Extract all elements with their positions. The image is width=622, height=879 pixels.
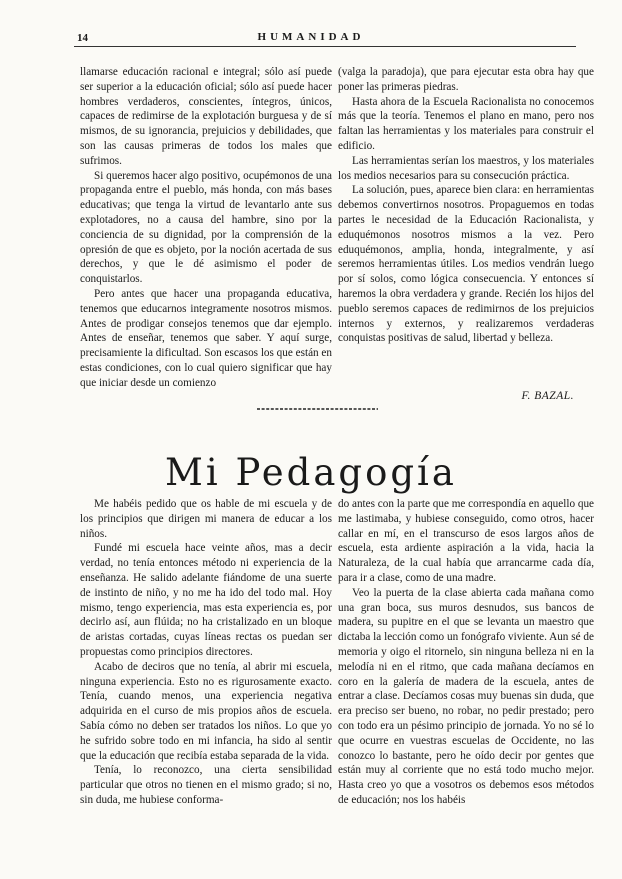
author-signature: F. BAZAL. <box>521 390 574 402</box>
paragraph: Fundé mi escuela hace veinte años, mas a decir verdad, no tenía entonces método ni experiencia de la enseñanza. He salido adelante fiándome de una suerte de instinto de niño, y no me ha ido del todo mal. Hoy mismo, tengo experiencia, mas esta experiencia es, por decirlo así, aun flúida; no ha cristalizado en un bloque de aristas cortadas, cuyas líneas rectas os puedan ser propuestas como principios directores. <box>80 542 332 658</box>
paragraph: Si queremos hacer algo positivo, ocupémonos de una propaganda entre el pueblo, más honda, con más bases educativas; que tenga la virtud de levantarlo ante sus explotadores, no a causa del hambre, sino por la conciencia de su dignidad, por la comprensión de la opresión de que es objeto, por la noción acertada de sus derechos, y que le dé asimismo el poder de conquistarlos. <box>80 169 332 286</box>
paragraph: do antes con la parte que me correspondía en aquello que me lastimaba, y hubiese conseguido, como otros, hacer callar en mí, en el transcurso de esos largos años de escuela, esta ardiente aspiración a la vida, hacia la Naturaleza, de la cual había que arrancarme cada día, para ir a clase, como de una madre. <box>338 498 594 584</box>
running-title: HUMANIDAD <box>257 31 365 43</box>
paragraph: La solución, pues, aparece bien clara: en herramientas debemos convertirnos nosotros. Propaguemos en todas partes le necesidad de la Educación Racionalista, y eduquémonos nosotros mismos a la vez. Pero eduquémonos, amplia, honda, integralmente, y así seremos herramientas útiles. Los medios vendrán luego por sí solos, como lógica consecuencia. Y entonces sí haremos la obra verdadera y grande. Recién los hijos del pueblo seremos capaces de redimirnos de los prejuicios internos y externos, y realizaremos verdaderas conquistas positivas de salud, libertad y belleza. <box>338 184 594 345</box>
paragraph: Hasta ahora de la Escuela Racionalista no conocemos más que la teoría. Tenemos el plano en mano, pero nos faltan las herramientas y los materiales para construir el edificio. <box>338 95 594 152</box>
article-left-column <box>80 497 332 808</box>
header-rule <box>74 46 576 47</box>
ornament-divider <box>255 406 380 412</box>
paragraph: Me habéis pedido que os hable de mi escuela y de los principios que dirigen mi manera de educar a los niños. <box>80 498 332 540</box>
previous-article-left-column <box>80 65 332 391</box>
article-right-column <box>338 497 594 808</box>
article-title: Mi Pedagogía <box>165 450 457 494</box>
paragraph: (valga la paradoja), que para ejecutar esta obra hay que poner las primeras piedras. <box>338 66 594 93</box>
paragraph: Tenía, lo reconozco, una cierta sensibilidad particular que otros no tienen en el mismo grado; si no, sin duda, me hubiese conforma- <box>80 764 332 806</box>
paragraph: Pero antes que hacer una propaganda educativa, tenemos que educarnos integramente nosotros mismos. Antes de prodigar consejos tenemos que dar ejemplo. Antes de enseñar, tenemos que saber. Y aquí surge, precisamiente la dificultad. Son escasos los que están en estas condiciones, con lo cual quiero significar que hay que iniciar desde un comienzo <box>80 287 332 389</box>
page-number: 14 <box>77 32 88 44</box>
paragraph: llamarse educación racional e integral; sólo así puede ser superior a la educación oficial; sólo así puede hacer hombres verdaderos, conscientes, íntegros, únicos, capaces de redimirse de la explotación burguesa y de sí mismos, de su ignorancia, prejuicios y debilidades, que son las causas primeras de todos los males que sufrimos. <box>80 66 332 167</box>
paragraph: Las herramientas serían los maestros, y los materiales los medios necesarios para su consecución práctica. <box>338 154 594 182</box>
paragraph: Veo la puerta de la clase abierta cada mañana como una gran boca, sus muros desnudos, sus bancos de madera, su pupitre en el que se levanta un maestro que dictaba la lección como un fonógrafo viviente. Aun sé de memoria y oigo el ritornelo, sin ninguna belleza ni en la melodía ni en el ritmo, que cada mañana decíamos en coro en la galería de madera de la escuela, antes de entrar a clase. Decíamos cosas muy buenas sin duda, que era preciso ser bueno, no robar, no pedir prestado; pero con todo era un pésimo principio de jornada. Yo no sé lo que ocurre en vuestras escuelas de Occidente, no las conozco lo bastante, pero he oído decir por gentes que están muy al corriente que no está todo mucho mejor. Hasta creo yo que a vosotros os debemos esos métodos de educación; nos los habéis <box>338 586 594 806</box>
previous-article-right-column <box>338 65 594 346</box>
paragraph: Acabo de deciros que no tenía, al abrir mi escuela, ninguna experiencia. Esto no es rigurosamente exacto. Tenía, cuando menos, una experiencia negativa adquirida en el curso de mis propios años de escuela. Sabía cómo no deben ser tratados los niños. Lo que yo he sufrido sobre todo en mi infancia, ha sido al sentir que la educación que recibía estaba separada de la vida. <box>80 660 332 762</box>
